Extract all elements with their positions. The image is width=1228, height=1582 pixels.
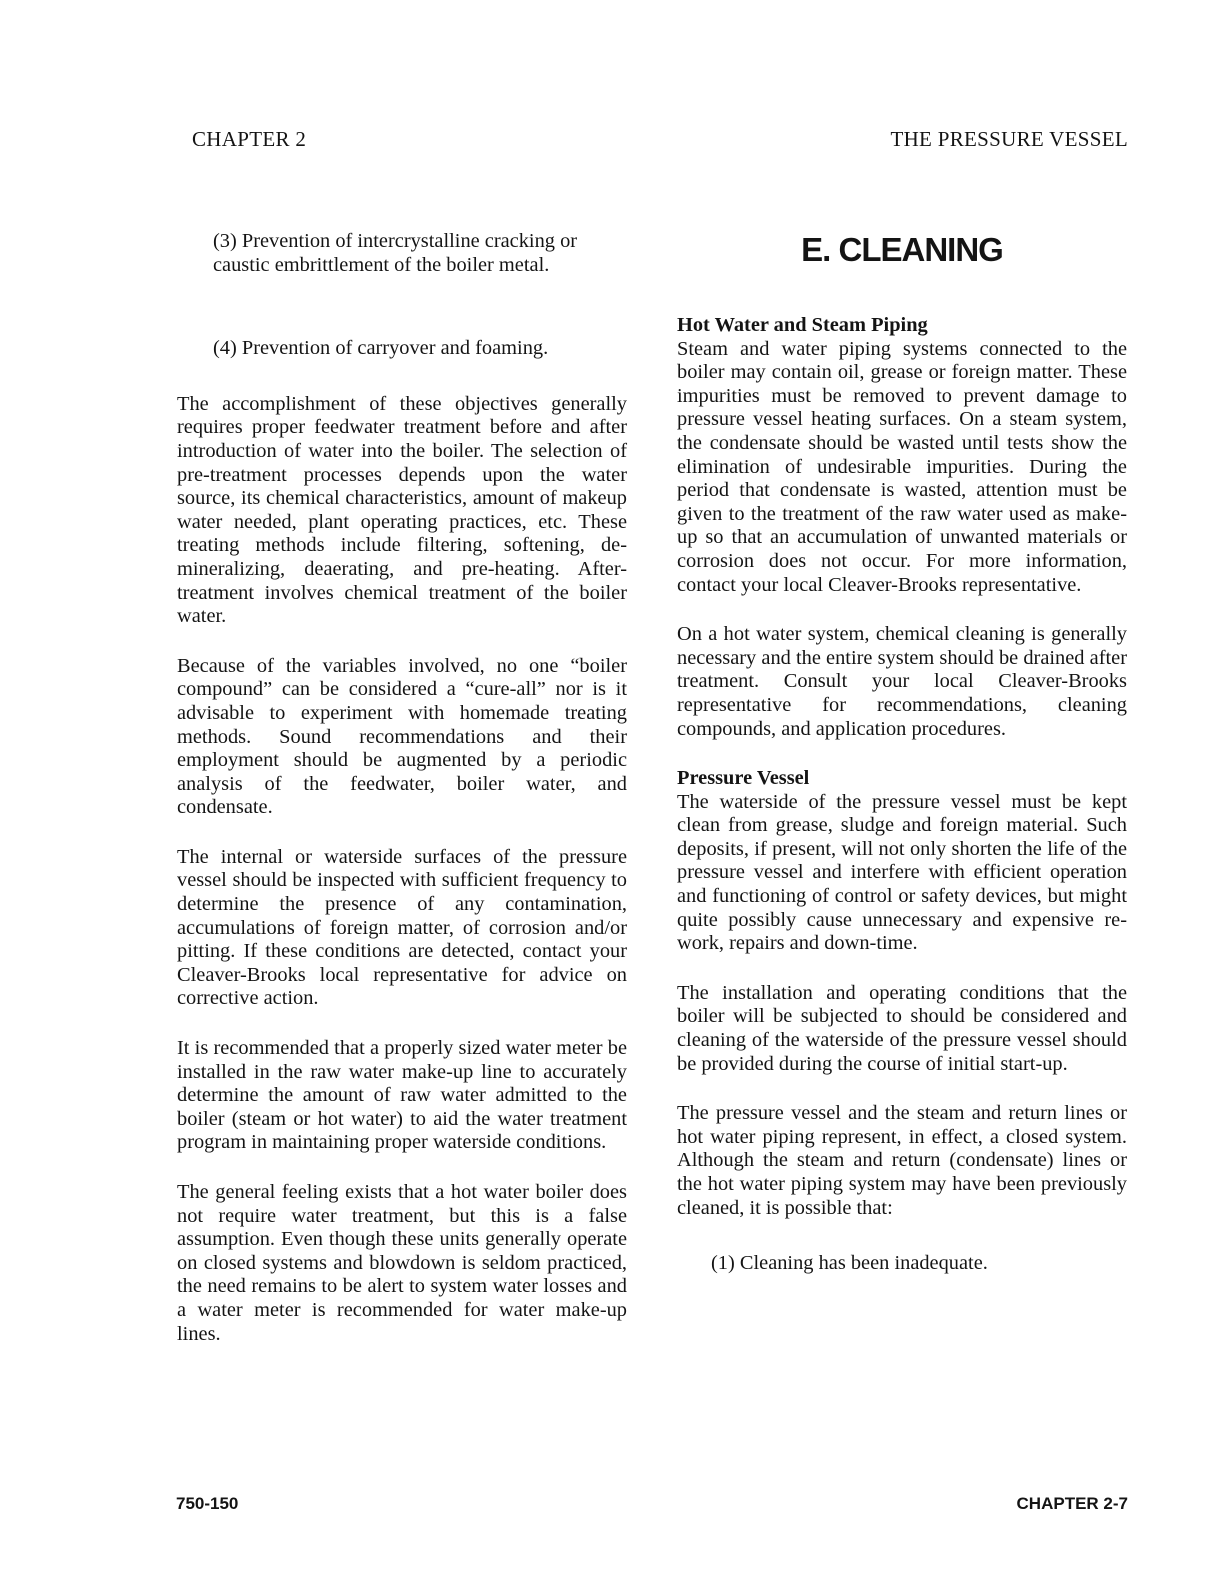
paragraph: The waterside of the pressure vessel must be kept clean from grease, sludge and foreign material. Such deposits, if present, will not only shorten the life of the pressure vessel and interfere with efficient operation and functioning of control or safety devices, but might quite possibly cause unnecessary and expensive re-work, repairs and down-time. (677, 790, 1127, 955)
paragraph: The pressure vessel and the steam and return lines or hot water piping represent, in effect, a closed system. Although the steam and return (condensate) lines or the hot water piping system may have been previously cleaned, it is possible that: (677, 1102, 1127, 1219)
list-item: (3) Prevention of intercrystalline cracking or caustic embrittlement of the boiler metal. (213, 230, 578, 276)
paragraph: Because of the variables involved, no one “boiler compound” can be considered a “cure-all” nor is it advisable to experiment with homemade treating methods. Sound recommendations and their employment should be augmented by a periodic analysis of the feedwater, boiler water, and condensate. (177, 654, 627, 819)
paragraph: On a hot water system, chemical cleaning is generally necessary and the entire system should be drained after treatment. Consult your local Cleaver-Brooks representative for recommendations, cleaning compounds, and application procedures. (677, 623, 1127, 740)
paragraph: The internal or waterside surfaces of the pressure vessel should be inspected with sufficient frequency to determine the presence of any contamination, accumulations of foreign matter, of corrosion and/or pitting. If these conditions are detected, contact your Cleaver-Brooks local representative for advice on corrective action. (177, 845, 627, 1010)
subheading: Hot Water and Steam Piping (677, 314, 928, 336)
page-number: CHAPTER 2-7 (1016, 1494, 1128, 1513)
list-item: (1) Cleaning has been inadequate. (711, 1252, 988, 1275)
paragraph: The accomplishment of these objectives generally requires proper feedwater treatment before and after introduction of water into the boiler. The selection of pre-treatment processes depends upon the water source, its chemical characteristics, amount of makeup water needed, plant operating practices, etc. These treating methods include filtering, softening, de-mineralizing, deaerating, and pre-heating. After-treatment involves chemical treatment of the boiler water. (177, 392, 627, 628)
running-head-chapter: CHAPTER 2 (192, 127, 307, 151)
left-column (177, 230, 627, 1346)
document-number: 750-150 (176, 1494, 239, 1513)
right-column (677, 230, 1127, 1276)
running-head-title: THE PRESSURE VESSEL (890, 127, 1128, 151)
paragraph: Steam and water piping systems connected to the boiler may contain oil, grease or foreign matter. These impurities must be removed to prevent damage to pressure vessel heating surfaces. On a steam system, the condensate should be wasted until tests show the elimination of undesirable impurities. During the period that condensate is wasted, attention must be given to the treatment of the raw water used as make-up so that an accumulation of unwanted materials or corrosion does not occur. For more information, contact your local Cleaver-Brooks representative. (677, 337, 1127, 596)
subheading: Pressure Vessel (677, 767, 810, 790)
paragraph: It is recommended that a properly sized water meter be installed in the raw water make-up line to accurately determine the amount of raw water admitted to the boiler (steam or hot water) to aid the water treatment program in maintaining proper waterside conditions. (177, 1037, 627, 1154)
paragraph: The general feeling exists that a hot water boiler does not require water treatment, but this is a false assumption. Even though these units generally operate on closed systems and blowdown is seldom practiced, the need remains to be alert to system water losses and a water meter is recommended for water make-up lines. (177, 1181, 627, 1345)
section-title: E. CLEANING (801, 231, 1003, 268)
list-item: (4) Prevention of carryover and foaming. (213, 337, 549, 360)
paragraph: The installation and operating conditions that the boiler will be subjected to should be considered and cleaning of the waterside of the pressure vessel should be provided during the course of initial start-up. (677, 981, 1127, 1075)
